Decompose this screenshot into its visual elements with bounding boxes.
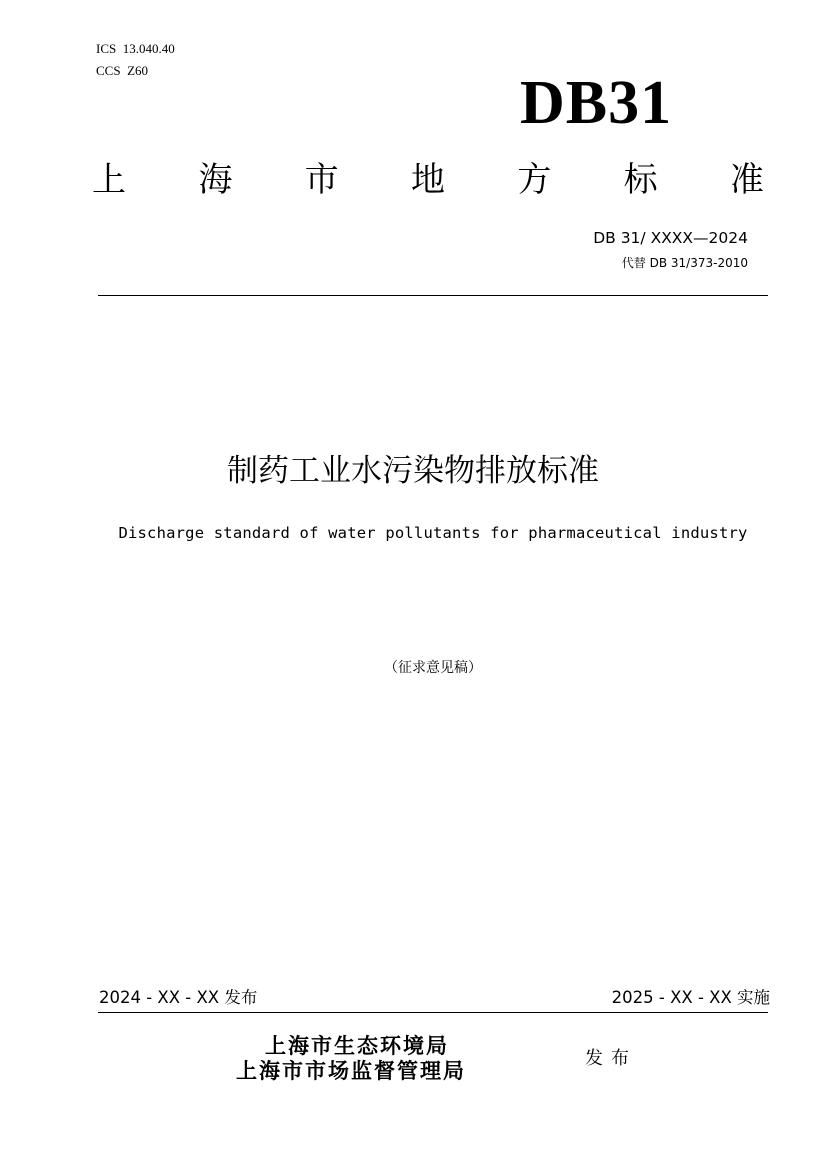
standard-number: DB 31/ XXXX—2024 [593, 229, 748, 247]
ccs-code: CCS Z60 [96, 63, 149, 78]
issuer-ecology-bureau: 上海市生态环境局 [265, 1034, 449, 1058]
issue-date: 2024 - XX - XX 发布 [99, 988, 258, 1007]
standard-type-char: 标 [623, 160, 658, 200]
top-divider [98, 295, 768, 296]
standard-type-char: 海 [198, 160, 233, 200]
implementation-date: 2025 - XX - XX 实施 [611, 988, 770, 1007]
draft-status: （征求意见稿） [384, 660, 482, 676]
bottom-divider [98, 1012, 768, 1013]
issuer-market-supervision: 上海市市场监督管理局 [236, 1059, 466, 1083]
standard-type-char: 地 [410, 160, 445, 200]
ics-code: ICS 13.040.40 [96, 41, 175, 56]
standard-type-char: 方 [517, 160, 552, 200]
replaces-standard: 代替 DB 31/373-2010 [621, 256, 748, 270]
standard-type-char: 准 [729, 160, 764, 200]
standard-type-char: 上 [92, 160, 126, 200]
db31-logo: DB31 [520, 69, 673, 137]
standard-type-char: 市 [304, 160, 339, 200]
standard-type-heading [92, 158, 764, 202]
chinese-title: 制药工业水污染物排放标准 [227, 453, 599, 489]
publish-label: 发布 [585, 1048, 637, 1069]
english-title: Discharge standard of water pollutants for pharmaceutical industry [118, 524, 748, 542]
